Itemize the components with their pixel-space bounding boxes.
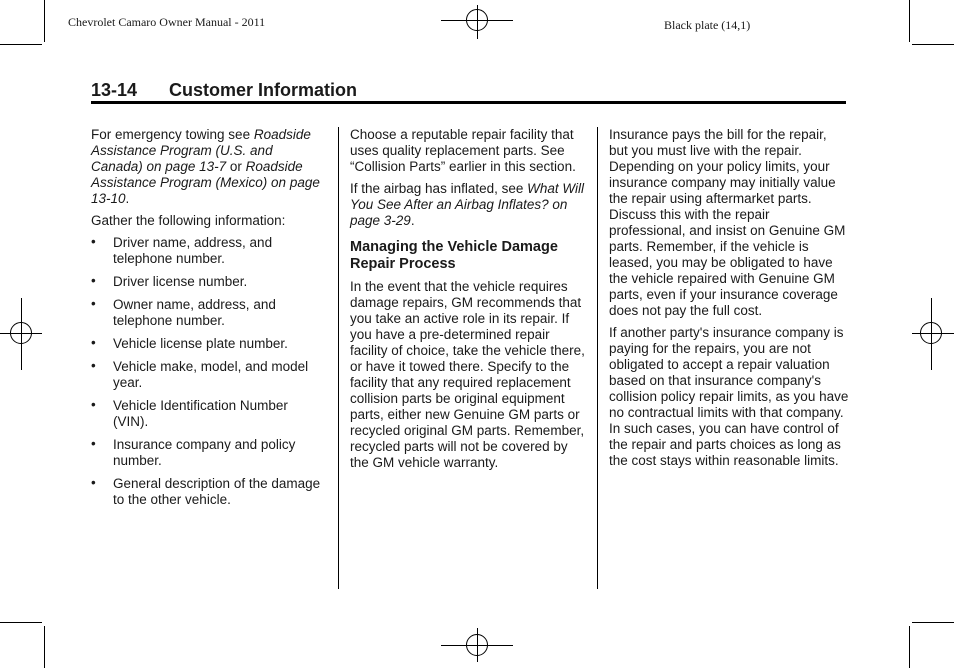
section-number: 13-14	[91, 80, 138, 100]
list-item: • Vehicle make, model, and model year.	[91, 358, 309, 390]
towing-paragraph: For emergency towing see Roadside Assistance Program (U.S. and Canada) on page 13-7 or Roadside Assistance Program (Mexico) on page 13-10.	[91, 127, 320, 206]
crop-mark-top-right-h	[912, 44, 954, 45]
link-airbag-inflates[interactable]: What Will You See After an Airbag Inflates? on page 3-29	[350, 181, 585, 228]
list-item: • Vehicle Identification Number (VIN).	[91, 397, 288, 429]
column-2	[350, 127, 590, 477]
section-title-rule	[91, 101, 846, 104]
section-title: Customer Information	[169, 80, 358, 100]
bullet-icon: •	[91, 273, 96, 288]
link-roadside-mexico[interactable]: Roadside Assistance Program (Mexico) on page 13-10	[91, 159, 320, 206]
bullet-icon: •	[91, 397, 96, 412]
bullet-icon: •	[91, 296, 96, 311]
crop-mark-bottom-left-v	[44, 626, 45, 668]
bullet-icon: •	[91, 358, 96, 373]
repair-facility-paragraph: Choose a reputable repair facility that uses quality replacement parts. See “Collision Parts” earlier in this section.	[350, 127, 576, 174]
column-divider-2	[597, 127, 598, 589]
list-item: • Owner name, address, and telephone number.	[91, 296, 276, 328]
link-roadside-us-canada[interactable]: Roadside Assistance Program (U.S. and Canada) on page 13-7	[91, 127, 311, 174]
crop-mark-bottom-right-v	[909, 626, 910, 668]
bullet-icon: •	[91, 234, 96, 249]
repair-process-paragraph: In the event that the vehicle requires damage repairs, GM recommends that you take an active role in its repair. If you have a pre-determined repair facility of choice, take the vehicle there, or have it towed there. Specify to the facility that any required replacement collision parts be original equipment parts, either new Genuine GM parts or recycled original GM parts. Remember, recycled parts will not be covered by the GM vehicle warranty.	[350, 279, 585, 470]
list-item: • Vehicle license plate number.	[91, 335, 288, 351]
running-header-title: Chevrolet Camaro Owner Manual - 2011	[68, 15, 266, 29]
crop-mark-bottom-left-h	[0, 622, 42, 623]
crop-mark-top-left-v	[44, 0, 45, 42]
column-1	[91, 127, 326, 515]
subheading-damage-repair: Managing the Vehicle Damage Repair Process	[350, 239, 558, 272]
list-item: • Driver name, address, and telephone number.	[91, 234, 273, 266]
running-header-plate: Black plate (14,1)	[664, 18, 751, 32]
airbag-paragraph: If the airbag has inflated, see What Will You See After an Airbag Inflates? on page 3-29.	[350, 181, 585, 228]
column-divider-1	[338, 127, 339, 589]
bullet-icon: •	[91, 436, 96, 451]
list-item: • Insurance company and policy number.	[91, 436, 296, 468]
crop-mark-top-right-v	[909, 0, 910, 42]
bullet-icon: •	[91, 475, 96, 490]
info-bullet-list	[91, 235, 326, 508]
bullet-icon: •	[91, 335, 96, 350]
crop-mark-top-left-h	[0, 44, 42, 45]
gather-info-paragraph: Gather the following information:	[91, 213, 286, 228]
list-item: • General description of the damage to the other vehicle.	[91, 475, 321, 507]
other-party-paragraph: If another party's insurance company is paying for the repairs, you are not obligated to accept a repair valuation based on that insurance company's collision policy repair limits, as you have no contractual limits with that company. In such cases, you can have control of the repair and parts choices as long as the cost stays within reasonable limits.	[609, 325, 849, 468]
insurance-paragraph: Insurance pays the bill for the repair, but you must live with the repair. Depending on your policy limits, your insurance company may initially value the repair using aftermarket parts. Discuss this with the repair professional, and insist on Genuine GM parts. Remember, if the vehicle is leased, you may be obligated to have the vehicle repaired with Genuine GM parts, even if your insurance coverage does not pay the full cost.	[609, 127, 846, 318]
crop-mark-bottom-right-h	[912, 622, 954, 623]
column-3	[609, 127, 849, 475]
list-item: • Driver license number.	[91, 273, 248, 289]
